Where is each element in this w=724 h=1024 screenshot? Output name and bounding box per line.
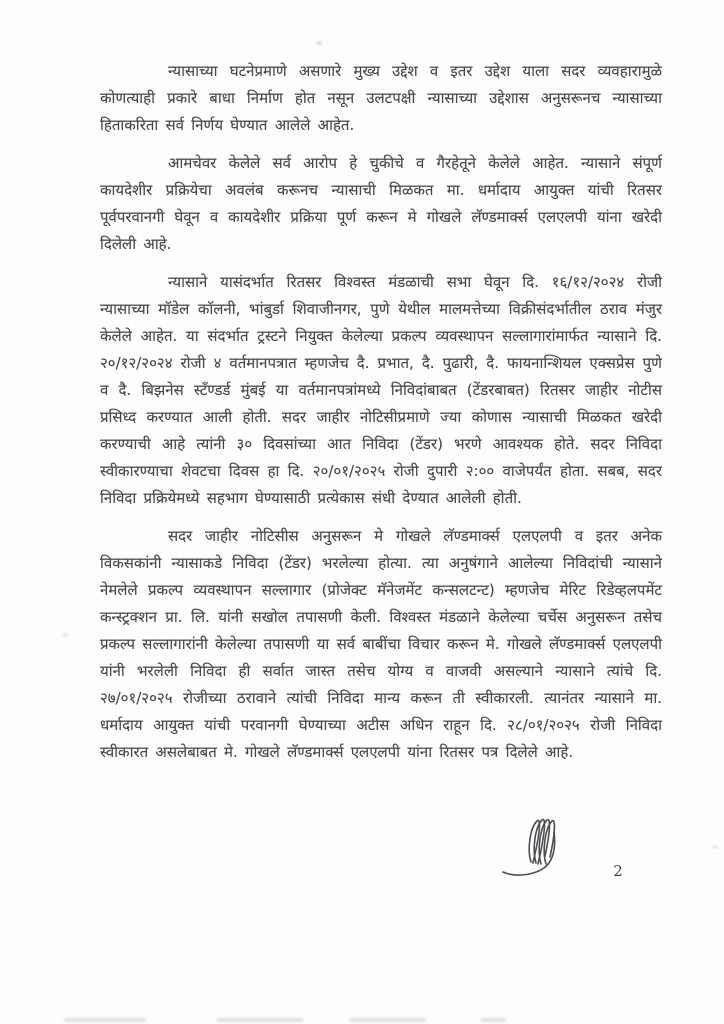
signature-scribble-icon bbox=[501, 817, 571, 881]
scan-speck bbox=[316, 41, 322, 45]
scan-speck bbox=[712, 845, 718, 849]
paragraph-4: सदर जाहीर नोटिसीस अनुसरून मे गोखले लॅण्डमार्क्स एलएलपी व इतर अनेक विकसकांनी न्यासाकडे निविदा (टेंडर) भरलेल्या होत्या. त्या अनुषंगाने आलेल्या निविदांची न्यासाने नेमलेले प्रकल्प व्यवस्थापन सल्लागार (प्रोजेक्ट मॅनेजमेंट कन्सलटन्ट) म्हणजेच मेरिट रिडेव्हलपमेंट कन्स्ट्रक्शन प्रा. लि. यांनी सखोल तपासणी केली. विश्वस्त मंडळाने केलेल्या चर्चेस अनुसरून तसेच प्रकल्प सल्लागारांनी केलेल्या तपासणी या सर्व बाबींचा विचार करून मे. गोखले लॅण्डमार्क्स एलएलपी यांनी भरलेली निविदा ही सर्वात जास्त तसेच योग्य व वाजवी असल्याने न्यासाने त्यांचे दि. २७/०१/२०२५ रोजीच्या ठरावाने त्यांची निविदा मान्य करून ती स्वीकारली. त्यानंतर न्यासाने मा. धर्मादाय आयुक्त यांची परवानगी घेण्याच्या अटीस अधिन राहून दि. २८/०१/२०२५ रोजी निविदा स्वीकारत असलेबाबत मे. गोखले लॅण्डमार्क्स एलएलपी यांना रितसर पत्र दिलेले आहे. bbox=[100, 527, 662, 761]
scan-edge-smudge bbox=[64, 1018, 146, 1022]
document-body bbox=[100, 58, 662, 777]
page-number: 2 bbox=[613, 862, 623, 880]
scan-edge-smudge bbox=[481, 1018, 506, 1022]
scan-speck bbox=[62, 633, 69, 637]
paragraph-2: आमचेवर केलेले सर्व आरोप हे चुकीचे व गैरहेतूने केलेले आहेत. न्यासाने संपूर्ण कायदेशीर प्रक्रियेचा अवलंब करूनच न्यासाची मिळकत मा. धर्मादाय आयुक्त यांची रितसर पूर्वपरवानगी घेवून व कायदेशीर प्रक्रिया पूर्ण करून मे गोखले लॅण्डमार्क्स एलएलपी यांना खरेदी दिलेली आहे. bbox=[100, 154, 662, 253]
paragraph-1: न्यासाच्या घटनेप्रमाणे असणारे मुख्य उद्देश व इतर उद्देश याला सदर व्यवहारामुळे कोणत्याही प्रकारे बाधा निर्माण होत नसून उलटपक्षी न्यासाच्या उद्देशास अनुसरूनच न्यासाच्या हिताकरिता सर्व निर्णय घेण्यात आलेले आहेत. bbox=[100, 62, 662, 134]
scan-edge-smudge bbox=[217, 1018, 303, 1022]
paragraph-3: न्यासाने यासंदर्भात रितसर विश्वस्त मंडळाची सभा घेवून दि. १६/१२/२०२४ रोजी न्यासाच्या मॉडेल कॉलनी, भांबुर्डा शिवाजीनगर, पुणे येथील मालमत्तेच्या विक्रीसंदर्भातील ठराव मंजुर केलेले आहेत. या संदर्भात ट्रस्टने नियुक्त केलेल्या प्रकल्प व्यवस्थापन सल्लागारांमार्फत न्यासाने दि. २०/१२/२०२४ रोजी ४ वर्तमानपत्रात म्हणजेच दै. प्रभात, दै. पुढारी, दै. फायनान्शियल एक्सप्रेस पुणे व दै. बिझनेस स्टँण्डर्ड मुंबई या वर्तमानपत्रांमध्ये निविदांबाबत (टेंडरबाबत) रितसर जाहीर नोटीस प्रसिध्द करण्यात आली होती. सदर जाहीर नोटिसीप्रमाणे ज्या कोणास न्यासाची मिळकत खरेदी करण्याची आहे त्यांनी ३० दिवसांच्या आत निविदा (टेंडर) भरणे आवश्यक होते. सदर निविदा स्वीकारण्याचा शेवटचा दिवस हा दि. २०/०१/२०२५ रोजी दुपारी २:०० वाजेपर्यंत होता. सबब, सदर निविदा प्रक्रियेमध्ये सहभाग घेण्यासाठी प्रत्येकास संधी देण्यात आलेली होती. bbox=[100, 273, 662, 507]
scan-edge-smudge bbox=[349, 1018, 426, 1022]
